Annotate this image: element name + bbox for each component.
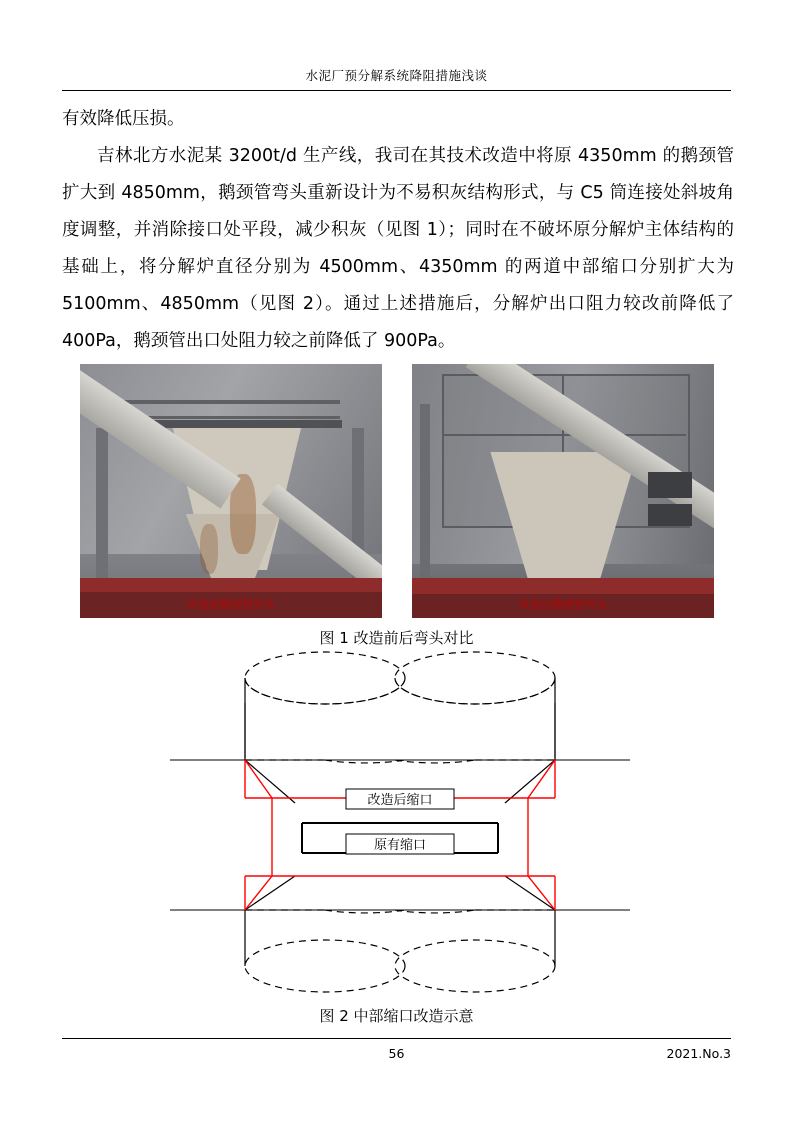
- header-divider: [62, 90, 731, 91]
- figure2-svg: [150, 648, 650, 1003]
- photo-before-modification: [80, 364, 382, 618]
- footer-divider: [62, 1038, 731, 1039]
- running-title: 水泥厂预分解系统降阻措施浅谈: [305, 68, 488, 83]
- photo2-column: [420, 404, 430, 582]
- body-text-block: [62, 101, 734, 360]
- figure1-caption: 图 1 改造前后弯头对比: [319, 629, 474, 647]
- figure2-label-new: 改造后缩口: [367, 793, 433, 808]
- figure1-photo-row: [80, 364, 714, 618]
- photo1-railing-top: [120, 400, 340, 404]
- issue-label: 2021.No.3: [666, 1046, 731, 1061]
- photo-after-modification: [412, 364, 714, 618]
- photo2-equipment-box-1: [648, 472, 692, 498]
- figure2-diagram: [150, 648, 650, 1003]
- figure2-label-old: 原有缩口: [373, 838, 427, 853]
- photo-before-caption: 改造前鹅颈管弯头: [187, 598, 275, 611]
- photo2-equipment-box-2: [648, 504, 692, 526]
- photo1-column-left: [96, 428, 108, 584]
- paragraph-continuation: 有效降低压损。: [62, 109, 185, 129]
- photo-after-caption: 改造后鹅颈管弯头: [519, 598, 607, 611]
- paragraph-case-study: 吉林北方水泥某 3200t/d 生产线，我司在其技术改造中将原 4350mm 的鹅颈管扩大到 4850mm，鹅颈管弯头重新设计为不易积灰结构形式，与 C5 筒连接处斜坡角度调整，并消除接口处平段，减少积灰（见图 1）；同时在不破坏原分解炉主体结构的基础上，将分解炉直径分别为 4500mm、4350mm 的两道中部缩口分别扩大为 5100mm、4850mm（见图 2）。通过上述措施后，分解炉出口阻力较改前降低了 400Pa，鹅颈管出口处阻力较之前降低了 900Pa。: [62, 146, 734, 351]
- figure2-caption: 图 2 中部缩口改造示意: [319, 1007, 474, 1025]
- photo1-rust-stain-2: [200, 524, 218, 574]
- page-number: 56: [388, 1046, 405, 1061]
- photo2-panel-line-horizontal: [442, 434, 686, 436]
- page-header: [62, 66, 731, 85]
